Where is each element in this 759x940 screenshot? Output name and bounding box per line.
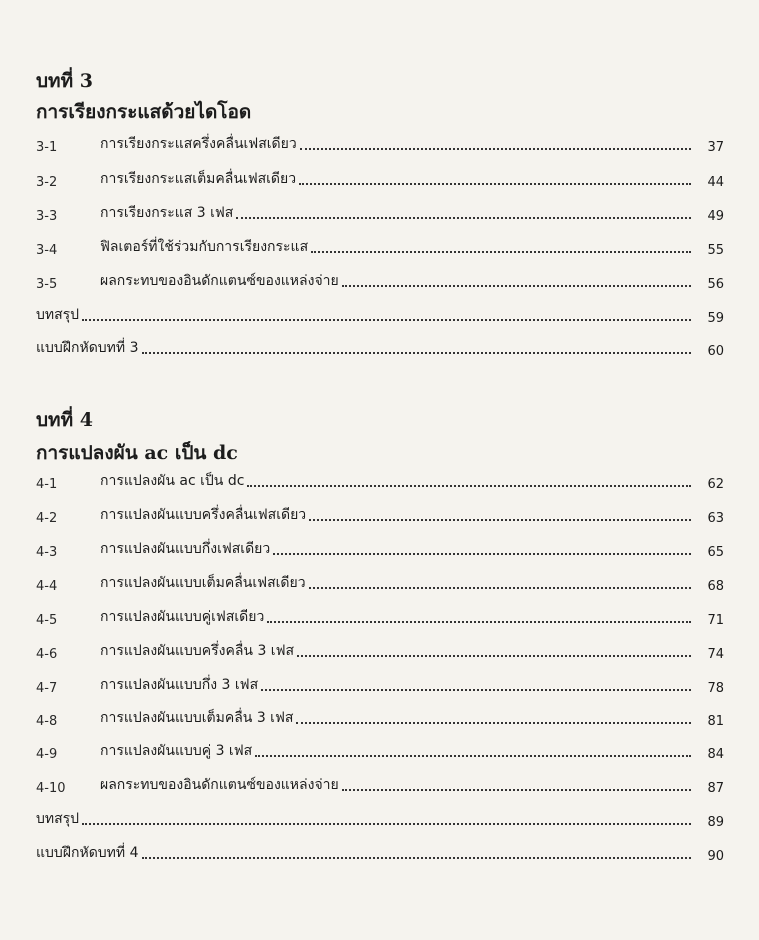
entry-page: 44 bbox=[707, 175, 724, 190]
dot-leader bbox=[261, 689, 691, 691]
entry-page: 74 bbox=[707, 647, 724, 662]
entry-page: 68 bbox=[707, 579, 724, 594]
dot-leader bbox=[236, 217, 691, 219]
toc-entry[interactable] bbox=[36, 640, 724, 662]
toc-entry[interactable] bbox=[36, 236, 724, 258]
toc-entry[interactable] bbox=[36, 538, 724, 560]
entry-page: 87 bbox=[707, 781, 724, 796]
entry-page: 60 bbox=[707, 344, 724, 359]
dot-leader bbox=[299, 183, 691, 185]
entry-page: 78 bbox=[707, 681, 724, 696]
entry-title: การแปลงผันแบบครึ่งคลื่น 3 เฟส bbox=[100, 643, 295, 659]
entry-page: 71 bbox=[707, 613, 724, 628]
entry-number: 4-7 bbox=[36, 681, 58, 696]
dot-leader bbox=[142, 352, 692, 354]
dot-leader bbox=[267, 621, 691, 623]
toc-entry[interactable] bbox=[36, 606, 724, 628]
summary-title: บทสรุป bbox=[36, 307, 80, 323]
entry-number: 3-2 bbox=[36, 175, 58, 190]
toc-entry[interactable] bbox=[36, 470, 724, 492]
toc-entry[interactable] bbox=[36, 504, 724, 526]
toc-entry[interactable] bbox=[36, 774, 724, 796]
entry-title: การเรียงกระแสเต็มคลื่นเฟสเดียว bbox=[100, 171, 297, 187]
dot-leader bbox=[311, 251, 691, 253]
entry-page: 56 bbox=[707, 277, 724, 292]
toc-entry[interactable] bbox=[36, 202, 724, 224]
entry-title: การแปลงผันแบบเต็มคลื่นเฟสเดียว bbox=[100, 575, 306, 591]
dot-leader bbox=[309, 519, 691, 521]
entry-page: 81 bbox=[707, 714, 724, 729]
entry-number: 4-10 bbox=[36, 781, 66, 796]
toc-summary[interactable] bbox=[36, 304, 724, 326]
toc-entry[interactable] bbox=[36, 740, 724, 762]
entry-title: ฟิลเตอร์ที่ใช้ร่วมกับการเรียงกระแส bbox=[100, 239, 309, 255]
exercise-title: แบบฝึกหัดบทที่ 3 bbox=[36, 340, 139, 356]
dot-leader bbox=[342, 789, 691, 791]
dot-leader bbox=[273, 553, 691, 555]
entry-number: 4-9 bbox=[36, 747, 58, 762]
entry-number: 4-5 bbox=[36, 613, 58, 628]
toc-entry[interactable] bbox=[36, 168, 724, 190]
entry-page: 65 bbox=[707, 545, 724, 560]
toc-exercise[interactable] bbox=[36, 337, 724, 359]
summary-title: บทสรุป bbox=[36, 811, 80, 827]
entry-title: ผลกระทบของอินดักแตนซ์ของแหล่งจ่าย bbox=[100, 777, 339, 793]
entry-title: การแปลงผันแบบกึ่ง 3 เฟส bbox=[100, 677, 259, 693]
dot-leader bbox=[296, 722, 691, 724]
toc-entry[interactable] bbox=[36, 572, 724, 594]
entry-page: 90 bbox=[707, 849, 724, 864]
toc-entry[interactable] bbox=[36, 707, 724, 729]
toc-summary[interactable] bbox=[36, 808, 724, 830]
chapter-4-heading: บทที่ 4 bbox=[36, 409, 93, 431]
entry-page: 89 bbox=[707, 815, 724, 830]
entry-number: 3-3 bbox=[36, 209, 58, 224]
chapter-4-title: การแปลงผัน ac เป็น dc bbox=[36, 442, 238, 464]
entry-number: 3-1 bbox=[36, 140, 58, 155]
entry-number: 4-3 bbox=[36, 545, 58, 560]
entry-page: 84 bbox=[707, 747, 724, 762]
entry-number: 4-2 bbox=[36, 511, 58, 526]
entry-title: การแปลงผันแบบเต็มคลื่น 3 เฟส bbox=[100, 710, 294, 726]
entry-number: 3-4 bbox=[36, 243, 58, 258]
entry-number: 4-8 bbox=[36, 714, 58, 729]
toc-entry[interactable] bbox=[36, 133, 724, 155]
entry-title: การเรียงกระแส 3 เฟส bbox=[100, 205, 234, 221]
entry-number: 4-4 bbox=[36, 579, 58, 594]
dot-leader bbox=[297, 655, 691, 657]
toc-entry[interactable] bbox=[36, 270, 724, 292]
entry-page: 63 bbox=[707, 511, 724, 526]
dot-leader bbox=[300, 148, 691, 150]
dot-leader bbox=[142, 857, 692, 859]
dot-leader bbox=[342, 285, 691, 287]
dot-leader bbox=[247, 485, 691, 487]
entry-number: 4-6 bbox=[36, 647, 58, 662]
entry-title: การแปลงผัน ac เป็น dc bbox=[100, 473, 245, 489]
entry-page: 59 bbox=[707, 311, 724, 326]
entry-title: การแปลงผันแบบครึ่งคลื่นเฟสเดียว bbox=[100, 507, 307, 523]
entry-title: การเรียงกระแสครึ่งคลื่นเฟสเดียว bbox=[100, 136, 297, 152]
entry-number: 3-5 bbox=[36, 277, 58, 292]
entry-page: 62 bbox=[707, 477, 724, 492]
entry-title: ผลกระทบของอินดักแตนซ์ของแหล่งจ่าย bbox=[100, 273, 339, 289]
dot-leader bbox=[309, 587, 691, 589]
chapter-3-title: การเรียงกระแสด้วยไดโอด bbox=[36, 101, 252, 123]
entry-title: การแปลงผันแบบคู่เฟสเดียว bbox=[100, 609, 265, 625]
entry-number: 4-1 bbox=[36, 477, 58, 492]
toc-exercise[interactable] bbox=[36, 842, 724, 864]
exercise-title: แบบฝึกหัดบทที่ 4 bbox=[36, 845, 139, 861]
entry-title: การแปลงผันแบบกึ่งเฟสเดียว bbox=[100, 541, 271, 557]
entry-page: 49 bbox=[707, 209, 724, 224]
dot-leader bbox=[82, 319, 691, 321]
chapter-3-heading: บทที่ 3 bbox=[36, 70, 93, 92]
toc-entry[interactable] bbox=[36, 674, 724, 696]
entry-title: การแปลงผันแบบคู่ 3 เฟส bbox=[100, 743, 253, 759]
dot-leader bbox=[82, 823, 691, 825]
entry-page: 55 bbox=[707, 243, 724, 258]
entry-page: 37 bbox=[707, 140, 724, 155]
dot-leader bbox=[255, 755, 691, 757]
